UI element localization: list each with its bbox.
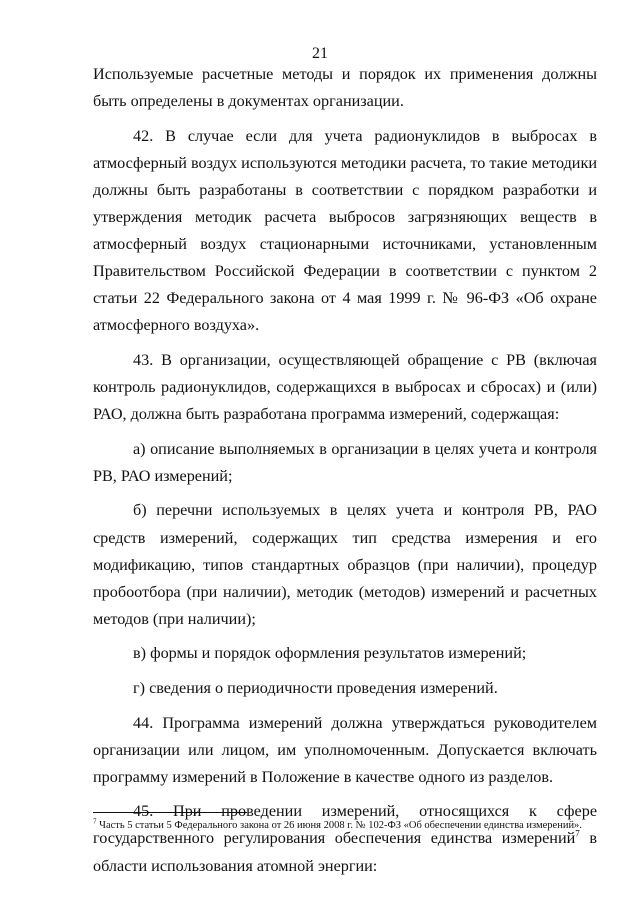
footnote-divider: [93, 812, 247, 813]
paragraph-43-v: в) формы и порядок оформления результатов измерений;: [133, 644, 527, 663]
paragraph-45: [93, 798, 597, 879]
page-number: 21: [312, 45, 328, 62]
paragraph-43-b: б) перечни используемых в целях учета и контроля РВ, РАО средств измерений, содержащих тип средства измерения и его модификацию, типов стандартных образцов (при наличии), процедур пробоотбора (при наличии), методик (методов) измерений и расчетных методов (при наличии);: [93, 501, 597, 628]
paragraph-43-a: а) описание выполняемых в организации в целях учета и контроля РВ, РАО измерений;: [93, 439, 597, 485]
paragraph-45-text-end: в области использования атомной энергии:: [93, 829, 597, 875]
paragraph-43: 43. В организации, осуществляющей обращение с РВ (включая контроль радионуклидов, содержащихся в выбросах и сбросах) и (или) РАО, должна быть разработана программа измерений, содержащая:: [93, 350, 597, 424]
footnote-reference[interactable]: 7: [575, 829, 580, 840]
footnote: [93, 818, 597, 834]
paragraph-continuation: Используемые расчетные методы и порядок их применения должны быть определены в документах организации.: [93, 65, 597, 111]
paragraph-44: 44. Программа измерений должна утверждаться руководителем организации или лицом, им уполномоченным. Допускается включать программу измерений в Положение в качестве одного из разделов.: [93, 713, 597, 786]
footnote-marker: 7: [93, 817, 97, 826]
document-body: [93, 61, 597, 887]
paragraph-42: 42. В случае если для учета радионуклидов в выбросах в атмосферный воздух используются методики расчета, то такие методики должны быть разработаны в соответствии с порядком разработки и утверждения методик расчета выбросов загрязняющих веществ в атмосферный воздух стационарными источниками, установленным Правительством Российской Федерации в соответствии с пунктом 2 статьи 22 Федерального закона от 4 мая 1999 г. № 96-ФЗ «Об охране атмосферного воздуха».: [93, 126, 597, 335]
footnote-text: Часть 5 статьи 5 Федерального закона от 26 июня 2008 г. № 102-ФЗ «Об обеспечении единства измерений».: [96, 820, 582, 831]
paragraph-43-g: г) сведения о периодичности проведения измерений.: [133, 678, 498, 697]
paragraph-45-text-start: 45. При проведении измерений, относящихся к сфере государственного регулирования обеспечения единства измерений: [93, 802, 597, 848]
